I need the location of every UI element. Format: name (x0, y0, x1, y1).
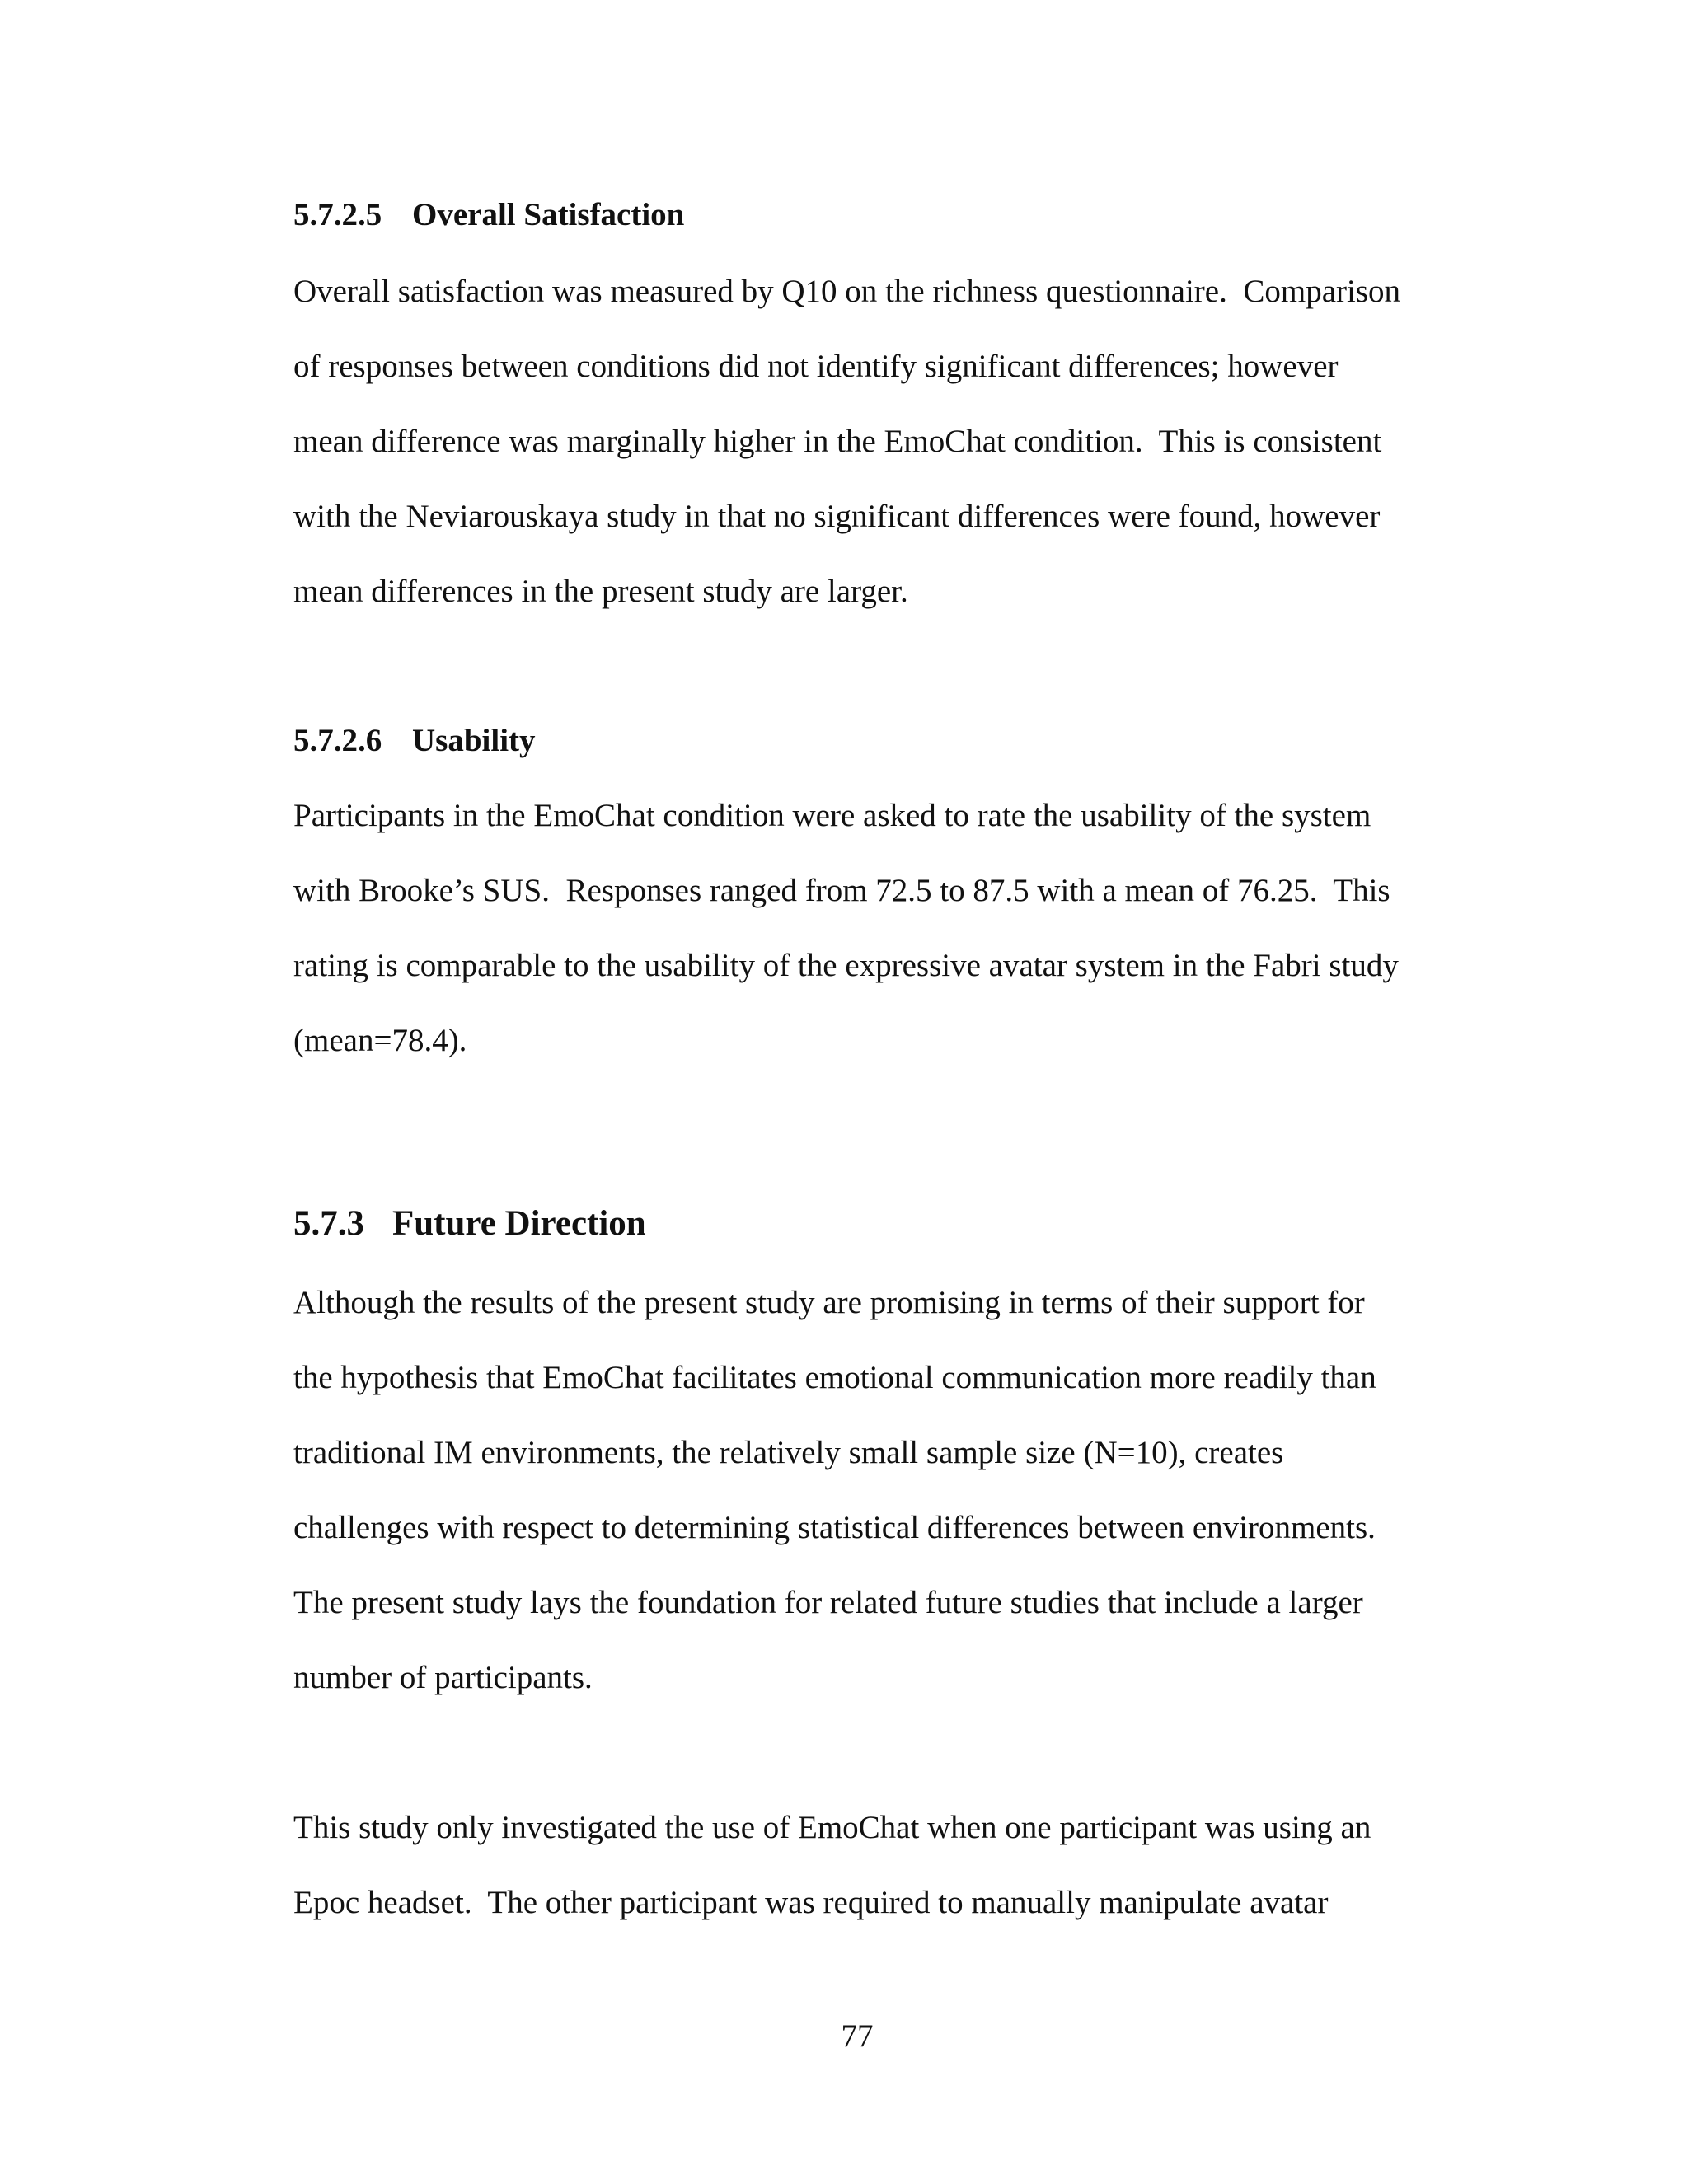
section-title: Overall Satisfaction (412, 197, 685, 232)
section-number: 5.7.3 (293, 1204, 364, 1243)
section-heading-usability (293, 722, 536, 759)
section-number: 5.7.2.5 (293, 197, 382, 232)
body-text-line: This study only investigated the use of EmoChat when one participant was using an (293, 1810, 1372, 1845)
body-text-line: Although the results of the present study are promising in terms of their support for (293, 1285, 1365, 1320)
body-text-line: mean difference was marginally higher in the EmoChat condition. This is consistent (293, 424, 1382, 459)
body-text-line: rating is comparable to the usability of the expressive avatar system in the Fabri study (293, 948, 1399, 983)
section-title: Future Direction (392, 1204, 646, 1243)
body-text-line: Epoc headset. The other participant was required to manually manipulate avatar (293, 1885, 1329, 1920)
body-text-line: traditional IM environments, the relatively small sample size (N=10), creates (293, 1435, 1284, 1470)
body-text-line: The present study lays the foundation for related future studies that include a larger (293, 1585, 1363, 1620)
section-title: Usability (412, 723, 536, 758)
body-text-line: challenges with respect to determining statistical differences between environments. (293, 1510, 1376, 1545)
body-text-line: the hypothesis that EmoChat facilitates emotional communication more readily than (293, 1360, 1376, 1395)
section-heading-overall-satisfaction (293, 196, 684, 233)
body-text-line: with Brooke’s SUS. Responses ranged from 72.5 to 87.5 with a mean of 76.25. This (293, 873, 1390, 908)
body-text-line: (mean=78.4). (293, 1023, 467, 1058)
body-text-line: Participants in the EmoChat condition were asked to rate the usability of the system (293, 798, 1372, 833)
page-number: 77 (841, 2018, 874, 2054)
body-text-line: of responses between conditions did not identify significant differences; however (293, 349, 1339, 384)
section-number: 5.7.2.6 (293, 723, 382, 758)
body-text-line: number of participants. (293, 1660, 593, 1695)
body-text-line: with the Neviarouskaya study in that no significant differences were found, however (293, 499, 1381, 534)
body-text-line: Overall satisfaction was measured by Q10 on the richness questionnaire. Comparison (293, 274, 1401, 309)
section-heading-future-direction (293, 1203, 646, 1244)
body-text-line: mean differences in the present study are larger. (293, 574, 908, 609)
